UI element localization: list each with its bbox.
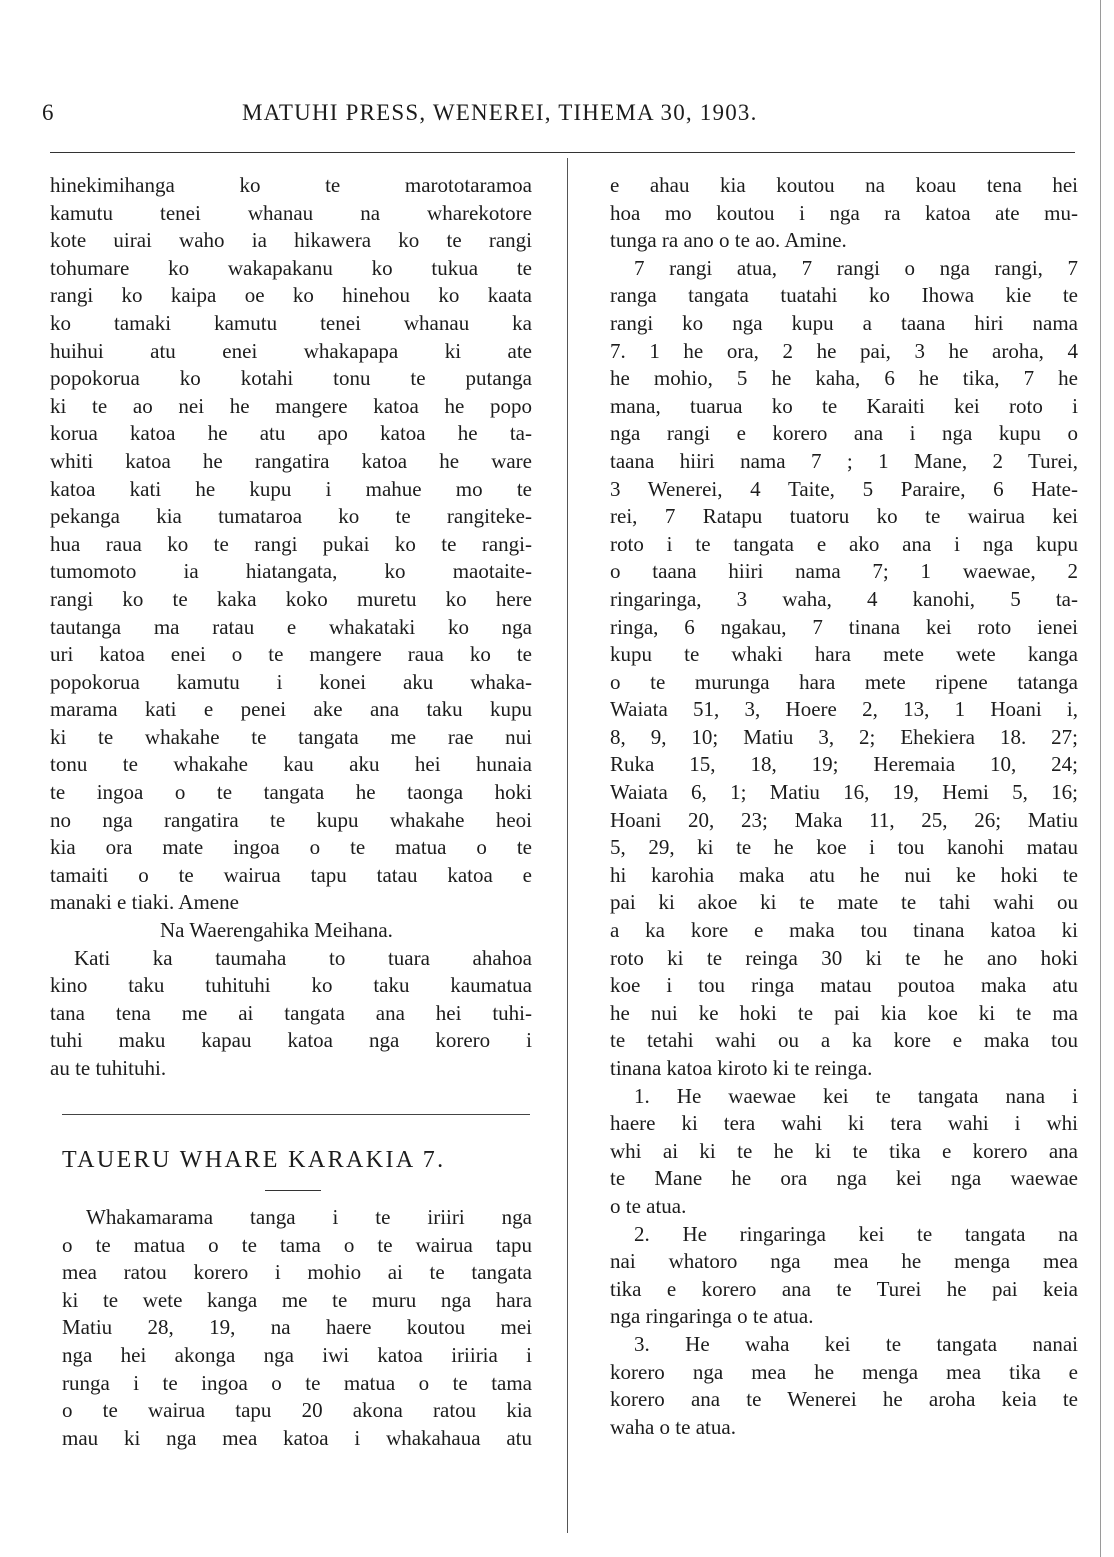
text-line: 7 rangi atua, 7 rangi o nga rangi, 7: [634, 255, 1078, 280]
text-line: ringa, 6 ngakau, 7 tinana kei roto ienei: [610, 614, 1078, 639]
scan-edge-line: [1100, 0, 1101, 1557]
text-line: tautanga ma ratau e whakataki ko nga: [50, 614, 532, 639]
text-line: ranga tangata tuatahi ko Ihowa kie te: [610, 283, 1078, 308]
signature: Na Waerengahika Meihana.: [160, 918, 393, 943]
text-line: runga i te ingoa o te matua o te tama: [62, 1370, 532, 1395]
right-paragraph-hands: [610, 1221, 1078, 1331]
text-line: ki te whakahe te tangata me rae nui: [50, 724, 532, 749]
text-line: ko tamaki kamutu tenei whanau ka: [50, 310, 532, 335]
text-line: e ahau kia koutou na koau tena hei: [610, 173, 1078, 197]
masthead: MATUHI PRESS, WENEREI, TIHEMA 30, 1903.: [242, 100, 758, 125]
text-line: 3. He waha kei te tangata nanai: [634, 1331, 1078, 1356]
text-line: korero nga mea he menga mea tika e: [610, 1359, 1078, 1384]
text-line: te ingoa o te tangata he taonga hoki: [50, 780, 532, 805]
text-line: ringaringa, 3 waha, 4 kanohi, 5 ta-: [610, 586, 1078, 611]
text-line: o te murunga hara mete ripene tatanga: [610, 669, 1078, 694]
text-line: o taana hiiri nama 7; 1 waewae, 2: [610, 559, 1078, 584]
text-line: tonu te whakahe kau aku hei hunaia: [50, 752, 532, 777]
text-line: 3 Wenerei, 4 Taite, 5 Paraire, 6 Hate-: [610, 476, 1078, 501]
section-paragraph: [62, 1204, 532, 1452]
text-line: Ruka 15, 18, 19; Heremaia 10, 24;: [610, 752, 1078, 777]
text-line: whiti katoa he rangatira katoa he ware: [50, 448, 532, 473]
text-line: hoa mo koutou i nga ra katoa ate mu-: [610, 200, 1078, 225]
text-line: popokorua ko kotahi tonu te putanga: [50, 366, 532, 391]
text-line: mea ratou korero i mohio ai te tangata: [62, 1260, 532, 1285]
text-line: pai ki akoe ki te mate te tahi wahi ou: [610, 890, 1078, 915]
text-line: nai whatoro nga mea he menga mea: [610, 1249, 1078, 1274]
text-line: 5, 29, ki te he koe i tou kanohi matau: [610, 835, 1078, 860]
text-line: Waiata 51, 3, Hoere 2, 13, 1 Hoani i,: [610, 697, 1078, 722]
text-line: hinekimihanga ko te marototaramoa: [50, 173, 532, 197]
text-line: ki te wete kanga me te muru nga hara: [62, 1287, 532, 1312]
text-line: rei, 7 Ratapu tuatoru ko te wairua kei: [610, 504, 1078, 529]
page-number: 6: [42, 100, 55, 125]
text-line: o te wairua tapu 20 akona ratou kia: [62, 1398, 532, 1423]
right-paragraph-sevens: [610, 255, 1078, 1083]
text-line: korua katoa he atu apo katoa he ta-: [50, 421, 532, 446]
text-line: whi ai ki te he ki te tika e korero ana: [610, 1138, 1078, 1163]
text-line: kia ora mate ingoa o te matua o te: [50, 835, 532, 860]
text-line: 2. He ringaringa kei te tangata na: [634, 1221, 1078, 1246]
text-line: rangi ko nga kupu a taana hiri nama: [610, 310, 1078, 335]
text-line: roto ki te reinga 30 ki te he ano hoki: [610, 945, 1078, 970]
text-line: te Mane he ora nga kei nga waewae: [610, 1166, 1078, 1191]
text-line: ki te ao nei he mangere katoa he popo: [50, 393, 532, 418]
text-line: 7. 1 he ora, 2 he pai, 3 he aroha, 4: [610, 338, 1078, 363]
text-line: hi karohia maka atu he nui ke hoki te: [610, 862, 1078, 887]
section-separator-rule: [62, 1114, 530, 1115]
left-column: [50, 172, 532, 1083]
text-line: kupu te whaki hara mete wete kanga: [610, 642, 1078, 667]
text-line: rangi ko te kaka koko muretu ko here: [50, 586, 532, 611]
text-line: rangi ko kaipa oe ko hinehou ko kaata: [50, 283, 532, 308]
text-line: tamaiti o te wairua tapu tatau katoa e: [50, 862, 532, 887]
text-line: no nga rangatira te kupu whakahe heoi: [50, 807, 532, 832]
text-line: kino taku tuhituhi ko taku kaumatua: [50, 973, 532, 998]
text-line: manaki e tiaki. Amene: [50, 890, 239, 915]
text-line: uri katoa enei o te mangere raua ko te: [50, 642, 532, 667]
text-line: nga hei akonga nga iwi katoa iriiria i: [62, 1342, 532, 1367]
text-line: he nui ke hoki te pai kia koe ki te ma: [610, 1000, 1078, 1025]
text-line: au te tuhituhi.: [50, 1056, 167, 1080]
right-paragraph-mouth: [610, 1331, 1078, 1441]
text-line: kote uirai waho ia hikawera ko te rangi: [50, 228, 532, 253]
text-line: 8, 9, 10; Matiu 3, 2; Ehekiera 18. 27;: [610, 724, 1078, 749]
right-column: [610, 172, 1078, 1441]
text-line: 1. He waewae kei te tangata nana i: [634, 1083, 1078, 1108]
text-line: Hoani 20, 23; Maka 11, 25, 26; Matiu: [610, 807, 1078, 832]
text-line: Whakamarama tanga i te iriiri nga: [86, 1205, 532, 1229]
section-heading: TAUERU WHARE KARAKIA 7.: [62, 1147, 446, 1173]
text-line: tika e korero ana te Turei he pai keia: [610, 1276, 1078, 1301]
page-header: [36, 98, 1076, 138]
text-line: he mohio, 5 he kaha, 6 he tika, 7 he: [610, 366, 1078, 391]
text-line: hua raua ko te rangi pukai ko te rangi-: [50, 531, 532, 556]
text-line: tinana katoa kiroto ki te reinga.: [610, 1056, 873, 1080]
text-line: koe i tou ringa matau poutoa maka atu: [610, 973, 1078, 998]
text-line: huihui atu enei whakapapa ki ate: [50, 338, 532, 363]
text-line: te tetahi wahi ou a ka kore e maka tou: [610, 1028, 1078, 1053]
text-line: popokorua kamutu i konei aku whaka-: [50, 669, 532, 694]
left-column-section: [62, 1204, 532, 1452]
text-line: Kati ka taumaha to tuara ahahoa: [74, 945, 532, 970]
text-line: Waiata 6, 1; Matiu 16, 19, Hemi 5, 16;: [610, 780, 1078, 805]
text-line: katoa kati he kupu i mahue mo te: [50, 476, 532, 501]
heading-short-rule: [265, 1190, 321, 1191]
text-line: o te matua o te tama o te wairua tapu: [62, 1232, 532, 1257]
text-line: nga ringaringa o te atua.: [610, 1304, 814, 1329]
text-line: roto i te tangata e ako ana i nga kupu: [610, 531, 1078, 556]
text-line: haere ki tera wahi ki tera wahi i whi: [610, 1111, 1078, 1136]
left-paragraph-genealogy: [50, 172, 532, 945]
text-line: Matiu 28, 19, na haere koutou mei: [62, 1315, 532, 1340]
right-paragraph-feet: [610, 1083, 1078, 1221]
left-paragraph-closing: [50, 945, 532, 1083]
text-line: mau ki nga mea katoa i whakahaua atu: [62, 1425, 532, 1450]
text-line: tohumare ko wakapakanu ko tukua te: [50, 255, 532, 280]
text-line: marama kati e penei ake ana taku kupu: [50, 697, 532, 722]
right-paragraph-continuation: [610, 172, 1078, 255]
text-line: tumomoto ia hiatangata, ko maotaite-: [50, 559, 532, 584]
header-rule: [50, 152, 1075, 153]
text-line: a ka kore e maka tou tinana katoa ki: [610, 918, 1078, 943]
text-line: tunga ra ano o te ao. Amine.: [610, 228, 847, 253]
text-line: pekanga kia tumataroa ko te rangiteke-: [50, 504, 532, 529]
column-divider: [567, 158, 568, 1533]
text-line: korero ana te Wenerei he aroha keia te: [610, 1387, 1078, 1412]
text-line: tuhi maku kapau katoa nga korero i: [50, 1028, 532, 1053]
text-line: kamutu tenei whanau na wharekotore: [50, 200, 532, 225]
text-line: mana, tuarua ko te Karaiti kei roto i: [610, 393, 1078, 418]
text-line: o te atua.: [610, 1193, 687, 1218]
text-line: waha o te atua.: [610, 1414, 736, 1439]
text-line: tana tena me ai tangata ana hei tuhi-: [50, 1000, 532, 1025]
text-line: taana hiiri nama 7 ; 1 Mane, 2 Turei,: [610, 448, 1078, 473]
text-line: nga rangi e korero ana i nga kupu o: [610, 421, 1078, 446]
